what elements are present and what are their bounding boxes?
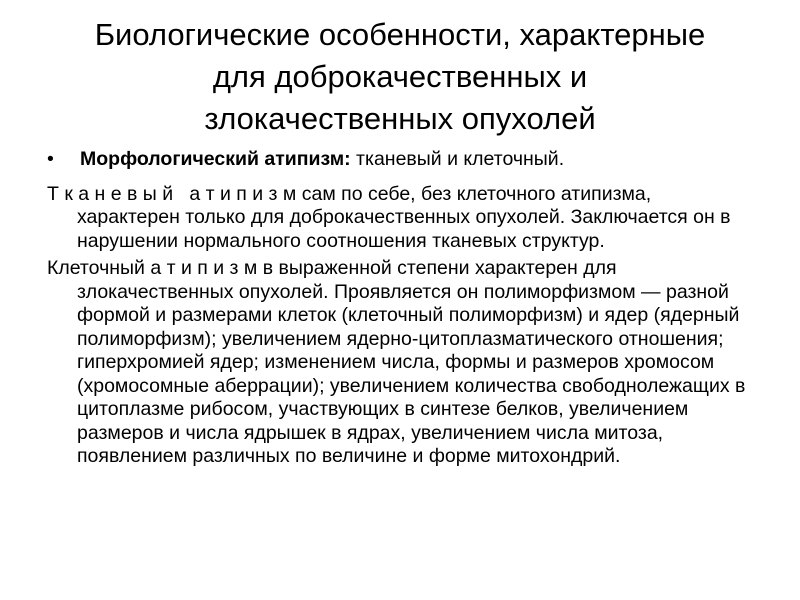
- paragraph-text: в выраженной степени характерен для злокачественных опухолей. Проявляется он полиморфизмом — разной формой и размерами клеток (клеточный полиморфизм) и ядер (ядерный полиморфизм); увеличением ядерно-цитоплазматического отношения; гиперхромией ядер; изменением числа, формы и размеров хромосом (хромосомные аберрации); увеличением количества свободнолежащих в цитоплазме рибосом, участвующих в синтезе белков, увеличением размеров и числа ядрышек в ядрах, увеличением числа митоза, появлением различных по величине и форме митохондрий.: [77, 257, 746, 467]
- spaced-term-tissue: Т к а н е в ы й а т и п и з м: [47, 182, 297, 205]
- bullet-bold-term: Морфологический атипизм:: [80, 148, 351, 170]
- paragraph-tissue-atypism: [47, 183, 757, 254]
- title-line-2: для доброкачественных и: [212, 59, 588, 94]
- bullet-text: тканевый и клеточный.: [350, 148, 565, 170]
- bullet-item: [47, 148, 757, 172]
- spaced-term-cellular: а т и п и з м: [150, 257, 258, 279]
- slide-body: [47, 148, 757, 473]
- title-line-1: Биологические особенности, характерные: [94, 17, 706, 52]
- paragraph-lead: Клеточный: [47, 257, 151, 279]
- bullet-marker-icon: •: [47, 148, 54, 170]
- paragraph-cellular-atypism: [47, 257, 757, 469]
- paragraph-text: сам по себе, без клеточного атипизма, характерен только для доброкачественных опухолей. Заключается он в нарушении нормального соотношения тканевых структур.: [77, 182, 731, 252]
- slide-title: [20, 14, 780, 140]
- title-line-3: злокачественных опухолей: [204, 101, 596, 136]
